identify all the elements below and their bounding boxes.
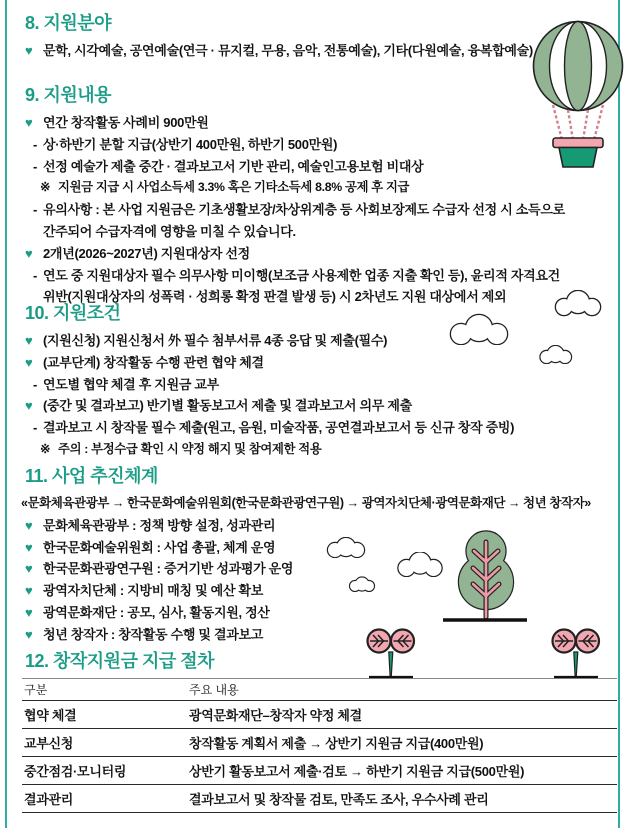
- line-text: 연간 창작활동 사례비 900만원: [43, 115, 209, 130]
- heart-bullet-icon: ♥: [25, 561, 33, 577]
- section-9-heading: 9. 지원내용: [25, 85, 112, 105]
- text-line-cont: [25, 221, 617, 243]
- line-text: 주의 : 부정수급 확인 시 약정 해지 및 참여제한 적용: [58, 441, 322, 456]
- line-text: 광역자치단체 : 지방비 매칭 및 예산 확보: [43, 583, 264, 599]
- text-line-note: [25, 439, 617, 461]
- text-line-bullet: [25, 580, 617, 602]
- heart-bullet-icon: ♥: [25, 115, 33, 130]
- text-line-bullet: [25, 602, 617, 624]
- procedure-step-label: 결과관리: [22, 785, 187, 813]
- section-support-conditions: [25, 302, 617, 461]
- text-line-bullet: [25, 558, 617, 580]
- line-marker: -: [33, 158, 38, 174]
- section-payment-procedure: [25, 650, 617, 813]
- left-border-line: [5, 0, 7, 828]
- heart-bullet-icon: ♥: [25, 626, 33, 642]
- procedure-step-label: 협약 체결: [22, 701, 187, 729]
- line-text: 상·하반기 분할 지급(상반기 400만원, 하반기 500만원): [43, 136, 338, 152]
- line-text: 광역문화재단 : 공모, 심사, 활동지원, 정산: [43, 604, 270, 620]
- section-12-heading: 12. 창작지원금 지급 절차: [25, 651, 215, 671]
- section-support-content: [25, 84, 617, 308]
- text-line-dash: [25, 156, 617, 178]
- text-line-bullet: [25, 537, 617, 559]
- line-text: 문화체육관광부 : 정책 방향 설정, 성과관리: [43, 517, 276, 533]
- line-text: 한국문화예술위원회 : 사업 총괄, 체계 운영: [43, 539, 276, 555]
- section-8-lines: [25, 40, 617, 62]
- text-line-bullet: [25, 243, 617, 265]
- text-line-bullet: [25, 624, 617, 646]
- line-text: 연도 중 지원대상자 필수 의무사항 미이행(보조금 사용제한 업종 지출 확인 등), 윤리적 자격요건: [43, 267, 560, 283]
- heart-bullet-icon: ♥: [25, 333, 33, 348]
- procedure-step-value: 광역문화재단–창작자 약정 체결: [187, 701, 617, 729]
- procedure-step-label: 중간점검·모니터링: [22, 757, 187, 785]
- line-text: 2개년(2026~2027년) 지원대상자 선정: [43, 245, 250, 261]
- table-header-row: [22, 679, 617, 701]
- line-text: 한국문화관광연구원 : 증거기반 성과평가 운영: [43, 561, 294, 577]
- table-header-content: 주요 내용: [187, 679, 617, 701]
- text-line-dash: [25, 374, 617, 396]
- section-9-lines: [25, 112, 617, 308]
- line-text: 연도별 협약 체결 후 지원금 교부: [43, 376, 219, 392]
- procedure-table-row: [22, 757, 617, 785]
- heart-bullet-icon: ♥: [25, 517, 33, 533]
- text-line-bullet: [25, 112, 617, 134]
- text-line-bullet: [25, 352, 617, 374]
- procedure-step-label: 교부신청: [22, 729, 187, 757]
- heart-bullet-icon: ♥: [25, 398, 33, 414]
- line-marker: -: [33, 420, 38, 436]
- text-line-dash: [25, 265, 617, 287]
- line-text: 문학, 시각예술, 공연예술(연극 · 뮤지컬, 무용, 음악, 전통예술), 기타(다원예술, 융복합예술): [43, 43, 533, 58]
- right-border-line: [618, 0, 620, 828]
- section-11-heading: 11. 사업 추진체계: [25, 466, 158, 486]
- heart-bullet-icon: ♥: [25, 43, 33, 58]
- heart-bullet-icon: ♥: [25, 354, 33, 370]
- section-11-lines: [21, 493, 617, 646]
- line-marker: -: [33, 202, 38, 218]
- line-marker: -: [33, 267, 38, 283]
- procedure-step-value: 창작활동 계획서 제출 → 상반기 지원금 지급(400만원): [187, 729, 617, 757]
- line-text: (교부단계) 창작활동 수행 관련 협약 체결: [43, 354, 264, 370]
- text-line-dash: [25, 134, 617, 156]
- section-10-lines: [25, 330, 617, 461]
- procedure-table-row: [22, 729, 617, 757]
- line-text: 선정 예술가 제출 중간 · 결과보고서 기반 관리, 예술인고용보험 비대상: [43, 158, 424, 174]
- line-text: 지원금 지급 시 사업소득세 3.3% 혹은 기타소득세 8.8% 공제 후 지급: [58, 180, 410, 195]
- line-text: 결과보고 시 창작물 필수 제출(원고, 음원, 미술작품, 공연결과보고서 등 신규 창작 증빙): [43, 420, 515, 436]
- section-support-fields: [25, 12, 617, 62]
- heart-bullet-icon: ♥: [25, 604, 33, 620]
- line-text: 유의사항 : 본 사업 지원금은 기초생활보장/차상위계층 등 사회보장제도 수급자 선정 시 소득으로: [43, 202, 565, 218]
- heart-bullet-icon: ♥: [25, 539, 33, 555]
- line-text: 간주되어 수급자격에 영향을 미칠 수 있습니다.: [43, 223, 296, 239]
- text-line-note: [25, 177, 617, 199]
- text-line-dash: [25, 417, 617, 439]
- line-marker: ※: [40, 180, 51, 195]
- procedure-table-row: [22, 701, 617, 729]
- line-text: «문화체육관광부 → 한국문화예술위원회(한국문화관광연구원) → 광역자치단체·광역문화재단 → 청년 창작자»: [21, 496, 591, 510]
- text-line-dash: [25, 199, 617, 221]
- text-line-bullet: [25, 40, 617, 62]
- procedure-table-row: [22, 785, 617, 813]
- line-marker: -: [33, 136, 38, 152]
- line-marker: ※: [40, 441, 51, 456]
- heart-bullet-icon: ♥: [25, 583, 33, 599]
- section-promotion-system: [21, 465, 617, 646]
- line-text: 청년 창작자 : 창작활동 수행 및 결과보고: [43, 626, 264, 642]
- payment-procedure-table: [22, 678, 617, 813]
- text-line-bullet: [25, 395, 617, 417]
- procedure-step-value: 결과보고서 및 창작물 검토, 만족도 조사, 우수사례 관리: [187, 785, 617, 813]
- section-10-heading: 10. 지원조건: [25, 303, 121, 323]
- section-8-heading: 8. 지원분야: [25, 13, 112, 33]
- line-text: (중간 및 결과보고) 반기별 활동보고서 제출 및 결과보고서 의무 제출: [43, 398, 412, 414]
- line-text: 위반(지원대상자의 성폭력 · 성희롱 확정 판결 발생 등) 시 2차년도 지원 대상에서 제외: [43, 289, 507, 305]
- line-marker: -: [33, 376, 38, 392]
- procedure-step-value: 상반기 활동보고서 제출·검토 → 하반기 지원금 지급(500만원): [187, 757, 617, 785]
- text-line-flow: [21, 493, 617, 515]
- line-text: (지원신청) 지원신청서 外 필수 첨부서류 4종 응답 및 제출(필수): [43, 333, 388, 348]
- text-line-bullet: [25, 330, 617, 352]
- table-header-category: 구분: [22, 679, 187, 701]
- text-line-bullet: [25, 515, 617, 537]
- heart-bullet-icon: ♥: [25, 245, 33, 261]
